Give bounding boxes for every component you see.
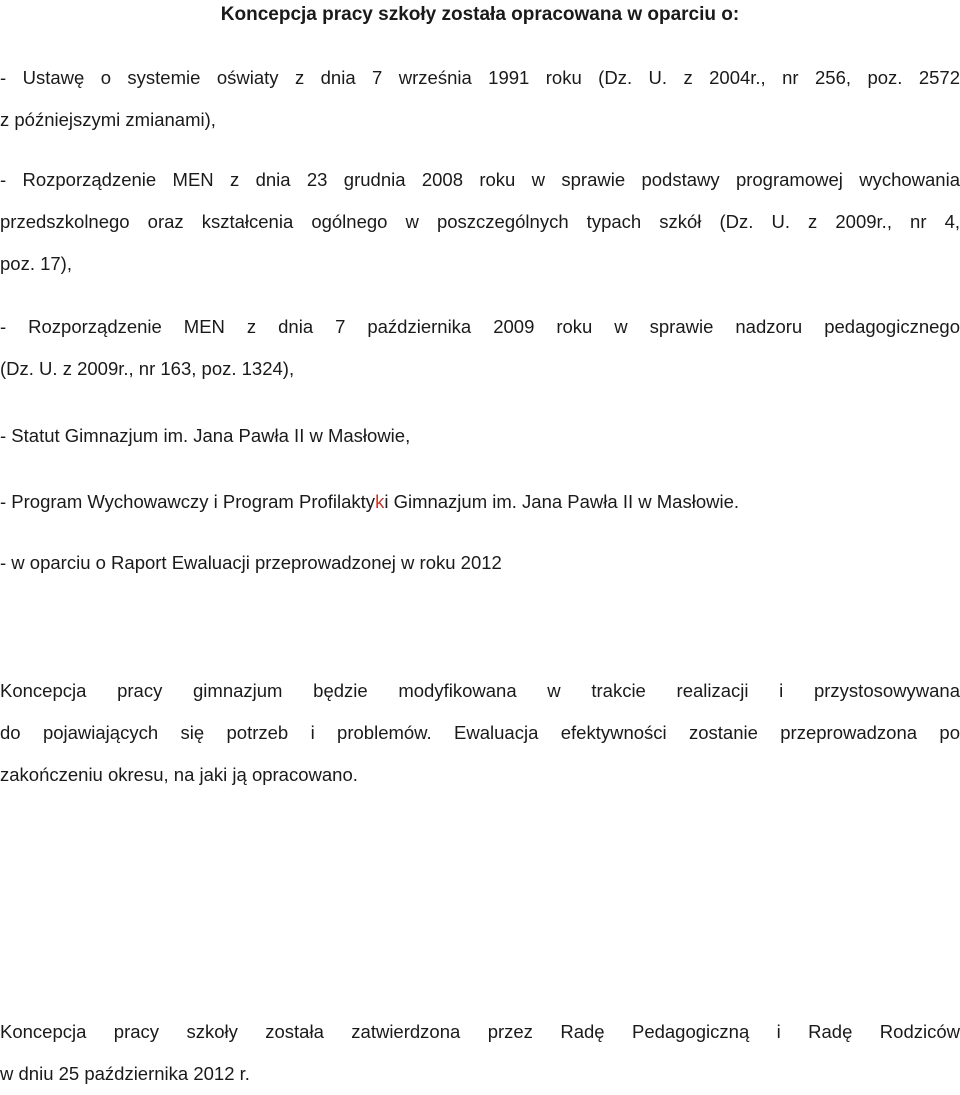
source-program-accent-letter: k	[375, 491, 385, 512]
source-ustawa	[0, 57, 960, 141]
modification-paragraph	[0, 670, 960, 796]
modification-line-1: Koncepcja pracy gimnazjum będzie modyfikowana w trakcie realizacji i przystosowywana	[0, 680, 960, 701]
source-raport	[0, 542, 960, 584]
source-rozporzadzenie-podstawa	[0, 159, 960, 285]
source-program	[0, 481, 960, 523]
modification-line-2: do pojawiających się potrzeb i problemów. Ewaluacja efektywności zostanie przeprowadzona po	[0, 722, 960, 743]
source-ustawa-line-1: - Ustawę o systemie oświaty z dnia 7 września 1991 roku (Dz. U. z 2004r., nr 256, poz. 2572	[0, 67, 960, 88]
source-statut	[0, 415, 960, 457]
source-statut-line-1: - Statut Gimnazjum im. Jana Pawła II w Masłowie,	[0, 425, 411, 446]
source-rozporzadzenie-podstawa-line-1: - Rozporządzenie MEN z dnia 23 grudnia 2008 roku w sprawie podstawy programowej wychowania	[0, 169, 960, 190]
source-program-text-before: - Program Wychowawczy i Program Profilakty	[0, 491, 376, 512]
document-heading: Koncepcja pracy szkoły została opracowana w oparciu o:	[220, 4, 740, 25]
source-rozporzadzenie-nadzor	[0, 306, 960, 390]
approval-paragraph	[0, 1011, 960, 1095]
source-program-text-after: i Gimnazjum im. Jana Pawła II w Masłowie.	[384, 491, 740, 512]
source-rozporzadzenie-podstawa-line-3: poz. 17),	[0, 253, 72, 274]
source-raport-line-1: - w oparciu o Raport Ewaluacji przeprowadzonej w roku 2012	[0, 552, 502, 573]
source-rozporzadzenie-nadzor-line-1: - Rozporządzenie MEN z dnia 7 października 2009 roku w sprawie nadzoru pedagogicznego	[0, 316, 960, 337]
modification-line-3: zakończeniu okresu, na jaki ją opracowano.	[0, 764, 358, 785]
source-rozporzadzenie-podstawa-line-2: przedszkolnego oraz kształcenia ogólnego w poszczególnych typach szkół (Dz. U. z 2009r., nr 4,	[0, 211, 960, 232]
source-program-line-1	[0, 481, 960, 523]
approval-line-1: Koncepcja pracy szkoły została zatwierdzona przez Radę Pedagogiczną i Radę Rodziców	[0, 1021, 960, 1042]
approval-line-2: w dniu 25 października 2012 r.	[0, 1063, 250, 1084]
source-rozporzadzenie-nadzor-line-2: (Dz. U. z 2009r., nr 163, poz. 1324),	[0, 358, 295, 379]
source-ustawa-line-2: z późniejszymi zmianami),	[0, 109, 216, 130]
